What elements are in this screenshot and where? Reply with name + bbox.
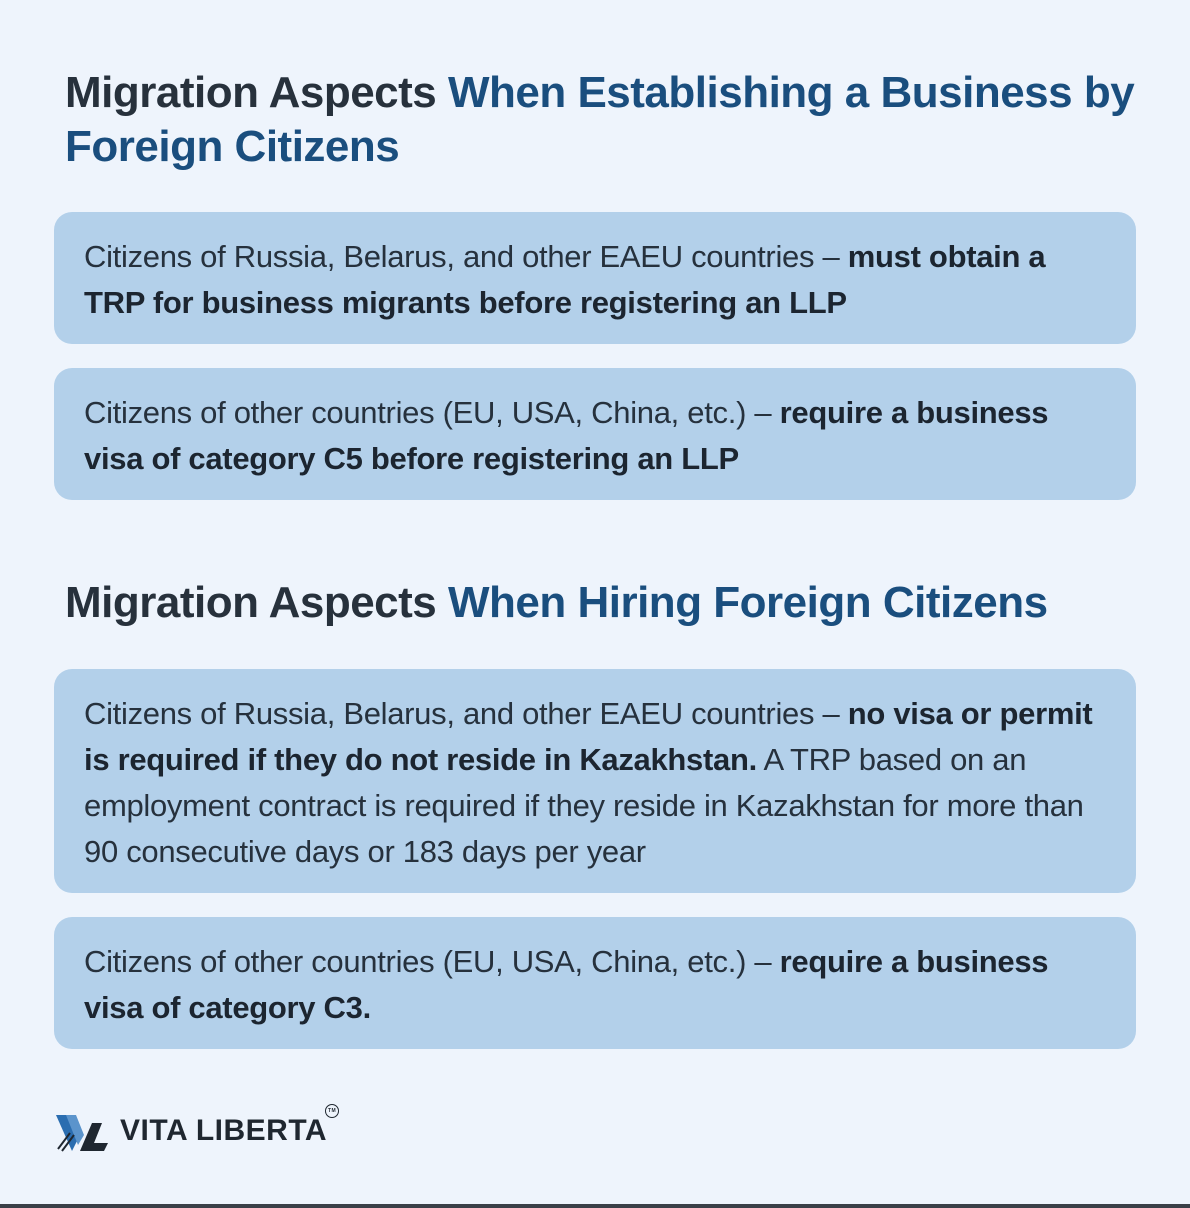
brand-name <box>120 1108 337 1148</box>
card-text: Citizens of Russia, Belarus, and other EAEU countries – <box>84 696 848 731</box>
info-card-other-business <box>54 368 1136 500</box>
card-tail-text: A TRP based on an employment contract is required if they reside in Kazakhstan for more than 90 consecutive days or 183 days per year <box>84 742 1084 869</box>
heading-accent-part: When Hiring Foreign Citizens <box>447 578 1048 627</box>
section-heading-business-establishment <box>65 66 1145 174</box>
card-bold-text: require a business visa of category C3. <box>84 944 1049 1025</box>
vl-logo-icon <box>54 1109 110 1153</box>
card-bold-text: no visa or permit is required if they do not reside in Kazakhstan. <box>84 696 1093 777</box>
card-text: Citizens of other countries (EU, USA, China, etc.) – <box>84 944 780 979</box>
bottom-divider <box>0 1204 1190 1208</box>
card-text: Citizens of Russia, Belarus, and other EAEU countries – <box>84 239 848 274</box>
card-bold-text: require a business visa of category C5 before registering an LLP <box>84 395 1049 476</box>
heading-dark-part: Migration Aspects <box>65 68 448 117</box>
heading-accent-part: When Establishing a Business by Foreign Citizens <box>65 68 1135 171</box>
brand-name-text: VITA LIBERTA <box>120 1114 328 1147</box>
section-heading-hiring <box>65 576 1145 630</box>
card-text: Citizens of other countries (EU, USA, China, etc.) – <box>84 395 780 430</box>
info-card-eaeu-business <box>54 212 1136 344</box>
info-card-eaeu-hiring <box>54 669 1136 893</box>
info-card-other-hiring <box>54 917 1136 1049</box>
trademark-symbol: TM <box>325 1104 339 1118</box>
heading-dark-part: Migration Aspects <box>65 578 448 627</box>
brand-logo <box>54 1108 337 1154</box>
card-bold-text: must obtain a TRP for business migrants before registering an LLP <box>84 239 1046 320</box>
